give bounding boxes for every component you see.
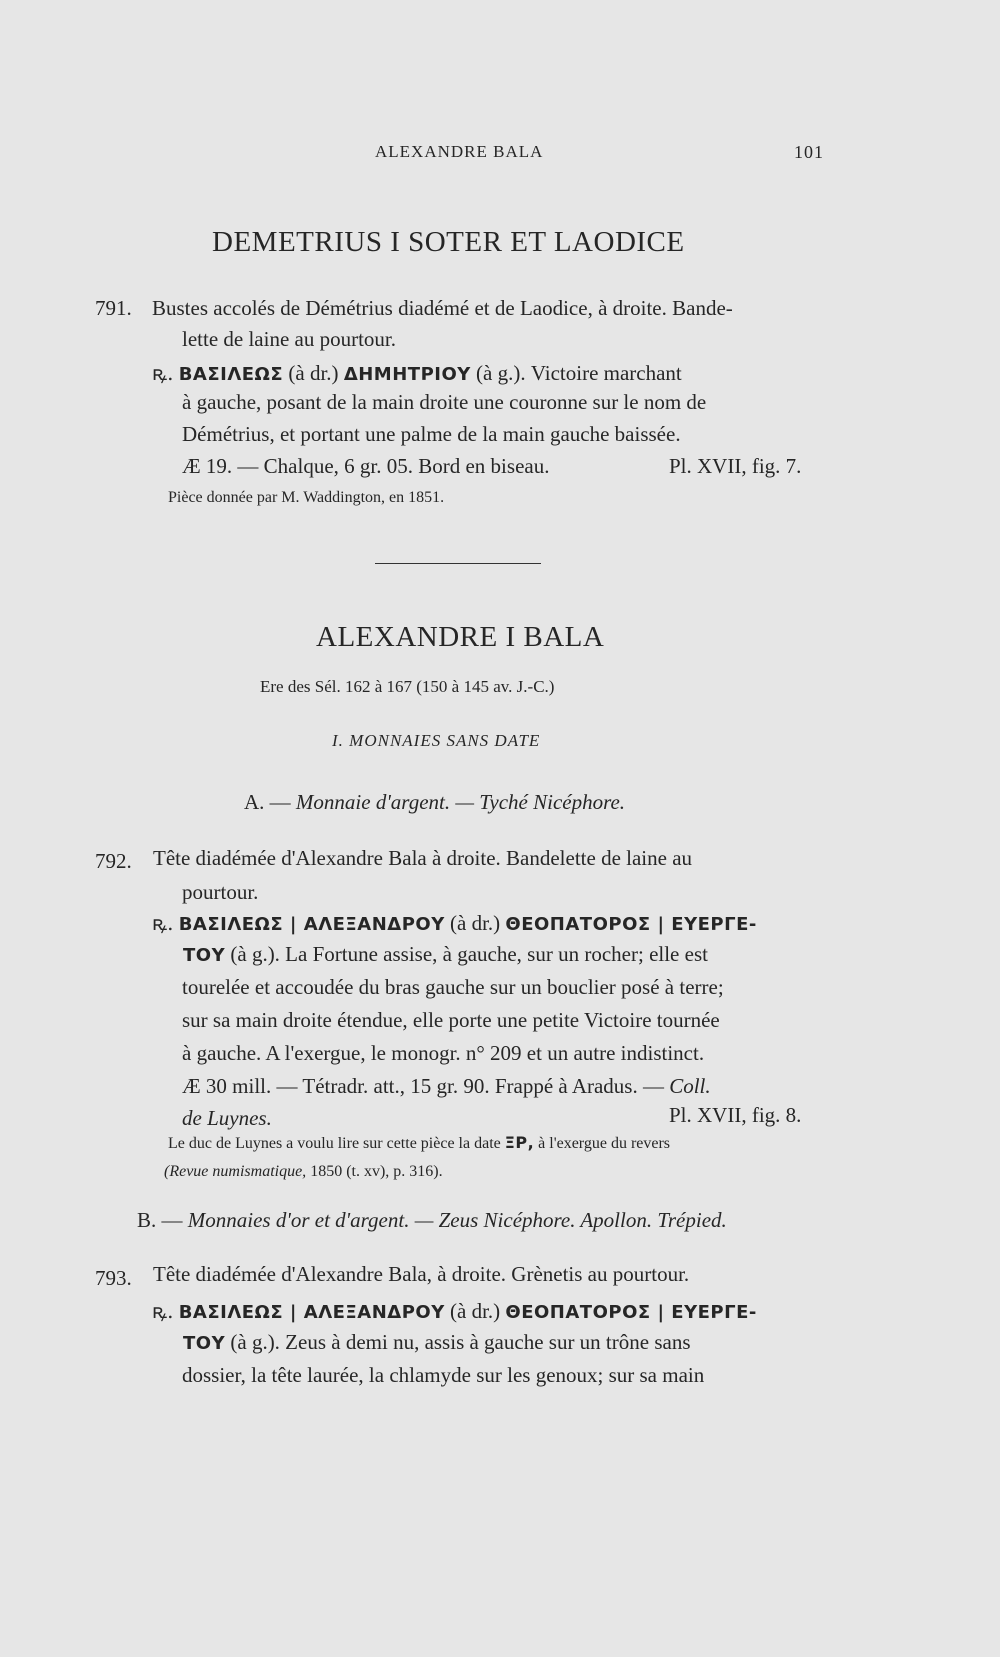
running-head: ALEXANDRE BALA <box>375 142 544 161</box>
entry-792-line-4 <box>183 942 708 967</box>
note-text: à l'exergue du revers <box>538 1135 671 1152</box>
greek-legend: ΒΑΣΙΛΕΩΣ <box>178 364 284 385</box>
greek-legend: ΔΗΜΗΤΡΙΟΥ <box>343 364 471 385</box>
subsection-a-text: Monnaie d'argent. — Tyché Nicéphore. <box>295 790 626 814</box>
entry-792-line-3 <box>152 909 757 936</box>
subsection-b-prefix: B. — <box>137 1208 183 1232</box>
entry-792-line-5: tourelée et accoudée du bras gauche sur un bouclier posé à terre; <box>182 975 724 999</box>
entry-793-line-4: dossier, la tête laurée, la chlamyde sur les genoux; sur sa main <box>182 1363 705 1387</box>
subsection-b-heading <box>137 1208 727 1233</box>
description-text: (à g.). Victoire marchant <box>476 361 682 385</box>
entry-791-line-2: lette de laine au pourtour. <box>182 327 397 351</box>
entry-number-792: 792. <box>95 849 132 873</box>
description-text: (à g.). Zeus à demi nu, assis à gauche sur un trône sans <box>230 1330 691 1354</box>
legend-position: (à dr.) <box>450 911 501 935</box>
greek-legend: ΒΑΣΙΛΕΩΣ | ΑΛΕΞΑΝΔΡΟΥ <box>178 1302 445 1323</box>
subsection-a-prefix: A. — <box>244 790 291 814</box>
entry-791-line-4: à gauche, posant de la main droite une couronne sur le nom de <box>182 390 707 414</box>
entry-791-note: Pièce donnée par M. Waddington, en 1851. <box>168 489 445 506</box>
entry-793-line-3 <box>183 1330 691 1355</box>
entry-792-note-line-1 <box>168 1133 670 1153</box>
legend-position: (à dr.) <box>288 361 339 385</box>
entry-792-line-1: Tête diadémée d'Alexandre Bala à droite. Bandelette de laine au <box>153 846 693 870</box>
entry-792-line-6: sur sa main droite étendue, elle porte une petite Victoire tournée <box>182 1008 720 1032</box>
note-text: 1850 (t. xv), p. 316). <box>310 1163 443 1180</box>
greek-date: ΞΡ, <box>504 1133 535 1152</box>
subsection-a-heading <box>244 790 625 815</box>
reverse-symbol: ꝶ. <box>152 361 174 385</box>
entry-793-line-2 <box>152 1297 757 1324</box>
entry-792-line-7: à gauche. A l'exergue, le monogr. n° 209 et un autre indistinct. <box>182 1041 705 1065</box>
legend-position: (à dr.) <box>450 1299 501 1323</box>
section-title-demetrius: DEMETRIUS I SOTER ET LAODICE <box>212 226 685 258</box>
section-divider <box>375 563 541 564</box>
entry-791-plate-ref: Pl. XVII, fig. 7. <box>669 454 802 478</box>
metrology-text: Æ 30 mill. — Tétradr. att., 15 gr. 90. Frappé à Aradus. — <box>182 1074 664 1098</box>
reverse-symbol: ꝶ. <box>152 1299 174 1323</box>
subsection-b-text: Monnaies d'or et d'argent. — Zeus Nicéphore. Apollon. Trépied. <box>187 1208 727 1232</box>
era-line: Ere des Sél. 162 à 167 (150 à 145 av. J.-C.) <box>260 677 555 696</box>
collection-label: Coll. <box>669 1074 711 1098</box>
entry-791-line-1: Bustes accolés de Démétrius diadémé et de Laodice, à droite. Bande- <box>152 296 733 320</box>
greek-legend: ΤΟΥ <box>183 945 226 966</box>
entry-791-metrology: Æ 19. — Chalque, 6 gr. 05. Bord en biseau. <box>182 454 550 478</box>
collection-name: de Luynes. <box>182 1106 272 1130</box>
greek-legend: ΒΑΣΙΛΕΩΣ | ΑΛΕΞΑΝΔΡΟΥ <box>178 914 445 935</box>
entry-792-line-2: pourtour. <box>182 880 259 904</box>
entry-791-line-3 <box>152 359 682 386</box>
entry-791-line-5: Démétrius, et portant une palme de la main gauche baissée. <box>182 422 681 446</box>
entry-number-793: 793. <box>95 1266 132 1290</box>
entry-793-line-1: Tête diadémée d'Alexandre Bala, à droite. Grènetis au pourtour. <box>153 1262 690 1286</box>
section-title-alexandre: ALEXANDRE I BALA <box>316 621 605 653</box>
entry-number-791: 791. <box>95 296 132 320</box>
note-text: Le duc de Luynes a voulu lire sur cette pièce la date <box>168 1135 501 1152</box>
greek-legend: ΘΕΟΠΑΤΟΡΟΣ | ΕΥΕΡΓΕ- <box>505 914 757 935</box>
entry-792-plate-ref: Pl. XVII, fig. 8. <box>669 1103 802 1127</box>
description-text: (à g.). La Fortune assise, à gauche, sur un rocher; elle est <box>230 942 708 966</box>
subsection-title: I. MONNAIES SANS DATE <box>332 731 541 750</box>
journal-title: (Revue numismatique, <box>164 1163 307 1180</box>
page-number: 101 <box>794 142 824 162</box>
greek-legend: ΘΕΟΠΑΤΟΡΟΣ | ΕΥΕΡΓΕ- <box>505 1302 757 1323</box>
entry-792-note-line-2 <box>164 1163 443 1181</box>
reverse-symbol: ꝶ. <box>152 911 174 935</box>
greek-legend: ΤΟΥ <box>183 1333 226 1354</box>
entry-792-metrology <box>182 1074 711 1099</box>
